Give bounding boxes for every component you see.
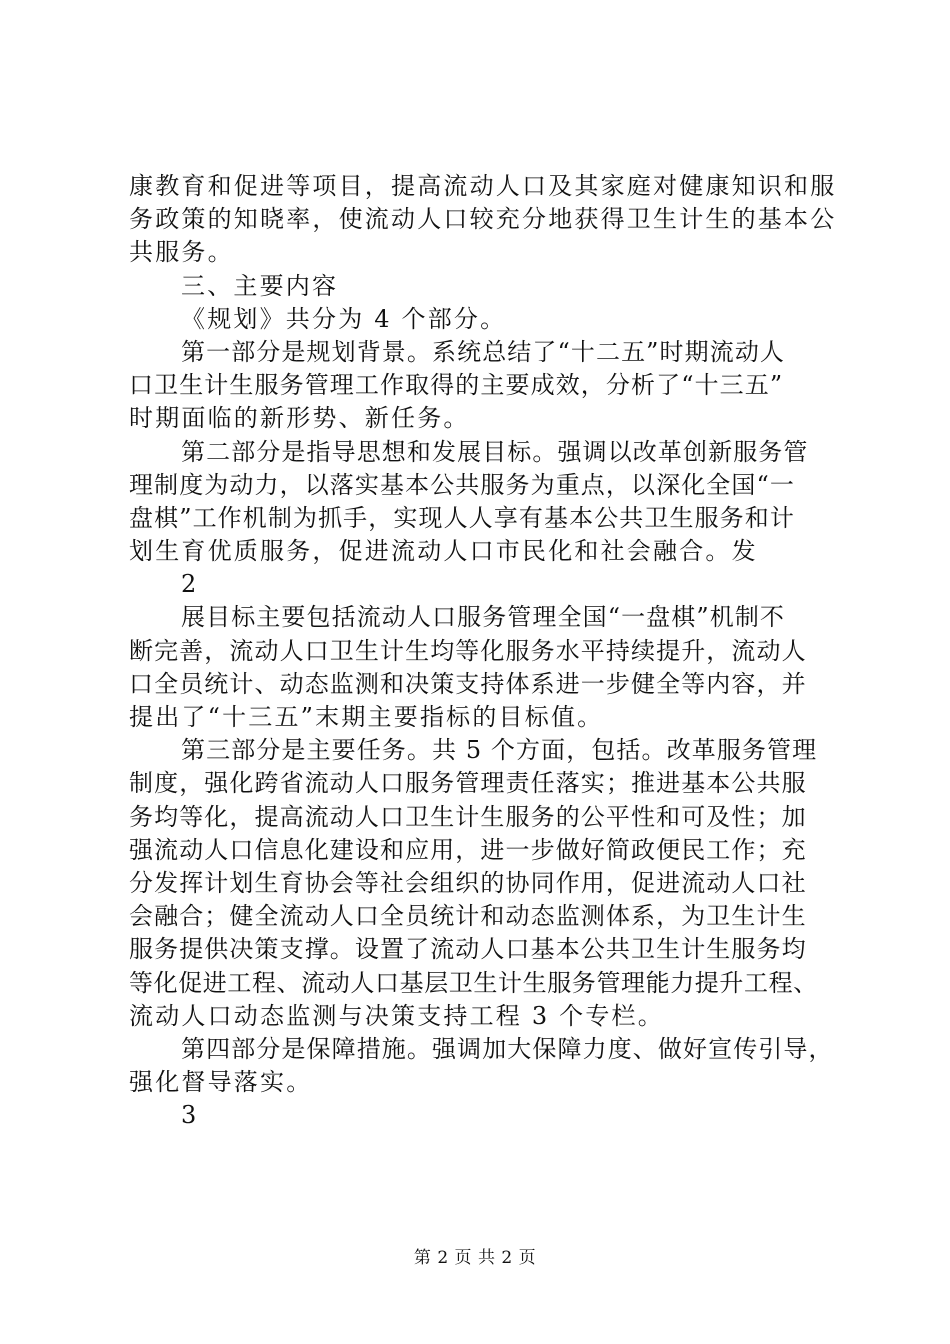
text-line: 等化促进工程、流动人口基层卫生计生服务管理能力提升工程、 [129,968,818,997]
text-line: 制度，强化跨省流动人口服务管理责任落实；推进基本公共服 [129,769,807,798]
text-line: 理制度为动力，以落实基本公共服务为重点，以深化全国“一 [129,470,795,499]
document-body [129,170,837,1132]
text-line: 断完善，流动人口卫生计生均等化服务水平持续提升，流动人 [129,636,807,665]
page-number-marker: 2 [181,570,199,599]
text-line: 第四部分是保障措施。强调加大保障力度、做好宣传引导， [181,1034,834,1063]
text-line: 提出了“十三五”末期主要指标的目标值。 [129,703,604,731]
text-line: 盘棋”工作机制为抓手，实现人人享有基本公共卫生服务和计 [129,503,795,532]
text-line: 三、主要内容 [181,271,339,300]
text-line: 会融合；健全流动人口全员统计和动态监测体系，为卫生计生 [129,902,807,931]
text-line: 分发挥计划生育协会等社会组织的协同作用，促进流动人口社 [129,868,807,897]
text-line: 口全员统计、动态监测和决策支持体系进一步健全等内容，并 [129,669,807,698]
text-line: 口卫生计生服务管理工作取得的主要成效，分析了“十三五” [129,371,784,400]
text-line: 第三部分是主要任务。共 5 个方面，包括。改革服务管理 [181,736,818,765]
text-line: 强流动人口信息化建设和应用，进一步做好简政便民工作；充 [129,835,807,864]
text-line: 强化督导落实。 [129,1068,313,1097]
text-line: 流动人口动态监测与决策支持工程 3 个专栏。 [129,1001,664,1030]
text-line: 务政策的知晓率，使流动人口较充分地获得卫生计生的基本公 [129,205,837,234]
text-line: 时期面临的新形势、新任务。 [129,404,470,433]
text-line: 服务提供决策支撑。设置了流动人口基本公共卫生计生服务均 [129,935,807,964]
text-line: 展目标主要包括流动人口服务管理全国“一盘棋”机制不 [181,603,786,632]
text-line: 共服务。 [129,238,234,267]
text-line: 《规划》共分为 4 个部分。 [181,304,507,333]
text-line: 划生育优质服务，促进流动人口市民化和社会融合。发 [129,537,758,566]
text-line: 康教育和促进等项目，提高流动人口及其家庭对健康知识和服 [129,172,837,200]
text-line: 务均等化，提高流动人口卫生计生服务的公平性和可及性；加 [129,802,807,831]
page-number-marker: 3 [181,1101,199,1130]
page-footer: 第 2 页 共 2 页 [413,1248,537,1268]
text-line: 第一部分是规划背景。系统总结了“十二五”时期流动人 [181,337,786,366]
text-line: 第二部分是指导思想和发展目标。强调以改革创新服务管 [181,437,809,466]
